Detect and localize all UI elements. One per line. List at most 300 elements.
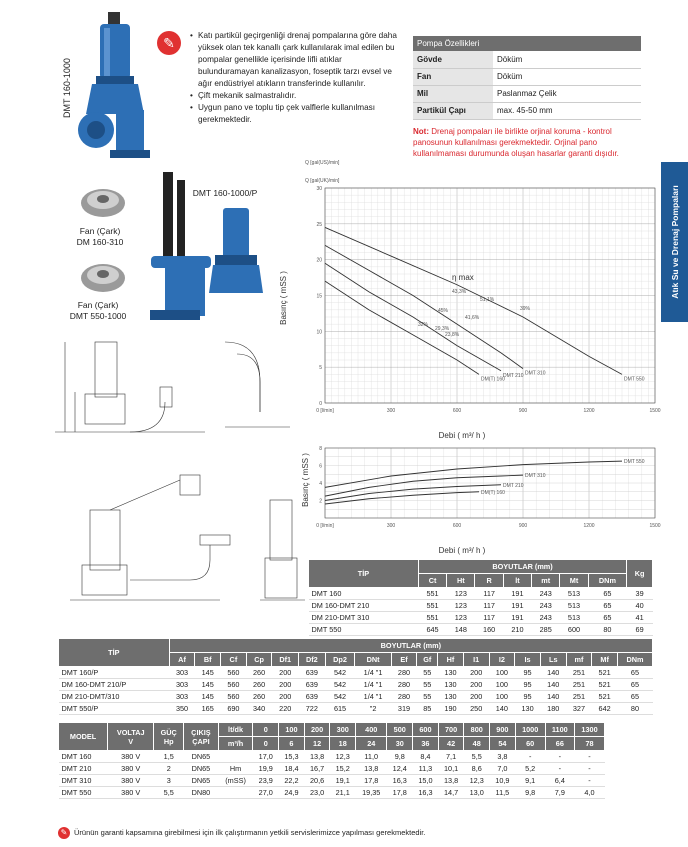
table-cell: - [545, 751, 574, 763]
column-header: DNm [617, 653, 652, 667]
table-cell: 251 [566, 667, 592, 679]
pump-image [78, 10, 158, 170]
x-tick-label: 600 [452, 408, 462, 414]
table-cell: DN80 [184, 787, 218, 799]
table-cell: 140 [540, 679, 566, 691]
column-header: Hf [438, 653, 464, 667]
pump-with-rail-image [145, 170, 280, 330]
table-cell: 3 [154, 775, 184, 787]
table-row [59, 691, 653, 703]
col-kg: Kg [627, 560, 653, 588]
table-cell: 521 [592, 679, 618, 691]
table-cell: DMT 550 [309, 624, 419, 636]
series-label: DMT 210 [503, 482, 524, 489]
table-cell: 10,1 [438, 763, 464, 775]
table-cell: 123 [447, 588, 475, 600]
column-header: Cp [246, 653, 272, 667]
table-row [59, 679, 653, 691]
table-cell: 303 [169, 667, 195, 679]
table-cell: 380 V [108, 763, 154, 775]
table-cell: DMT 160 [59, 751, 108, 763]
table-cell: 130 [515, 703, 541, 715]
table-cell: 285 [532, 624, 560, 636]
x-tick-label: 0 [l/min] [316, 408, 334, 414]
table-cell: 80 [617, 703, 652, 715]
hm-label-cell [218, 787, 253, 799]
x-tick-label: 1500 [649, 523, 661, 529]
table-cell: 65 [617, 691, 652, 703]
column-header: Ef [391, 653, 417, 667]
series-line [325, 227, 622, 374]
table-cell: 130 [438, 691, 464, 703]
series-label: DM(T) 160 [481, 376, 505, 383]
spec-key: Fan [413, 68, 493, 85]
table-cell: 8,6 [464, 763, 490, 775]
y-tick-label: 20 [316, 257, 322, 264]
flow-ltdk: 100 [279, 723, 305, 737]
col-tip: TİP [309, 560, 419, 588]
caption-line: DM 160-310 [76, 237, 124, 247]
flow-m3h: 66 [545, 737, 574, 751]
table-cell: 13,8 [356, 763, 387, 775]
table-cell: 380 V [108, 775, 154, 787]
column-header: Is [515, 653, 541, 667]
y-tick-label: 2 [319, 498, 322, 505]
table-cell: 521 [592, 667, 618, 679]
table-cell: 12,3 [330, 751, 356, 763]
y-tick-label: 30 [316, 186, 322, 192]
flow-ltdk: 800 [464, 723, 490, 737]
table-cell: 5,5 [464, 751, 490, 763]
x-tick-label: 900 [518, 523, 528, 529]
impeller-image-1 [80, 180, 126, 226]
hm-label-cell [218, 751, 253, 763]
column-header: Cf [221, 653, 247, 667]
table-cell: 690 [221, 703, 247, 715]
column-header: mt [532, 574, 560, 588]
table-cell: 340 [246, 703, 272, 715]
table-cell: 9,8 [387, 751, 413, 763]
footer-text: Ürünün garanti kapsamına girebilmesi için ilk çalıştırmanın yetkili servislerimizce yapılması gerekmektedir. [74, 827, 426, 837]
x-tick-label: 300 [386, 408, 396, 414]
flow-ltdk: 600 [413, 723, 439, 737]
flow-m3h: 48 [464, 737, 490, 751]
table-cell: 7,0 [490, 763, 516, 775]
table-cell: 513 [560, 612, 588, 624]
table-cell: 1/4 "1 [355, 679, 391, 691]
table-cell: 303 [169, 691, 195, 703]
spec-key: Gövde [413, 51, 493, 68]
column-header: Df1 [272, 653, 299, 667]
table-cell: 65 [588, 588, 627, 600]
table-cell: 21,1 [330, 787, 356, 799]
fan-caption-1 [65, 226, 135, 248]
dimension-drawing-1 [55, 332, 290, 442]
table-cell: 95 [515, 679, 541, 691]
table-cell: 11,0 [356, 751, 387, 763]
header-line: ÇAPI [192, 736, 210, 746]
table-cell: 55 [417, 667, 438, 679]
column-header: DNm [588, 574, 627, 588]
table-cell: 65 [588, 600, 627, 612]
x-axis-label: Debi ( m³/ h ) [438, 546, 486, 555]
table-cell: 251 [566, 691, 592, 703]
table-cell: 1/4 "1 [355, 667, 391, 679]
table-cell: 145 [195, 667, 221, 679]
flow-ltdk: 900 [490, 723, 516, 737]
flow-m3h: 78 [575, 737, 605, 751]
table-cell: 319 [391, 703, 417, 715]
table-cell: 80 [588, 624, 627, 636]
table-cell: 117 [475, 612, 503, 624]
table-cell: 3,8 [490, 751, 516, 763]
table-row [59, 751, 605, 763]
flow-m3h: 36 [413, 737, 439, 751]
column-header: Mt [560, 574, 588, 588]
y-axis-label: Basınç ( mSS ) [279, 271, 288, 325]
y-tick-label: 25 [316, 221, 322, 228]
table-cell: 95 [515, 667, 541, 679]
top-axis-2-label: Q [gal(UK)/min] [305, 178, 340, 184]
x-tick-label: 1200 [583, 523, 595, 529]
table-cell: 9,8 [515, 787, 545, 799]
table-cell: 560 [221, 691, 247, 703]
table-cell: 350 [169, 703, 195, 715]
fan-caption-2 [58, 300, 138, 322]
table-cell: 191 [503, 588, 531, 600]
table-cell: DMT 550 [59, 787, 108, 799]
flow-m3h: 24 [356, 737, 387, 751]
table-row [309, 588, 653, 600]
column-header: mf [566, 653, 592, 667]
table-cell: 13,8 [304, 751, 330, 763]
feature-item: • Çift mekanik salmastralıdır. [190, 90, 400, 102]
table-cell: 303 [169, 679, 195, 691]
col-ltdk: lt/dk [218, 723, 253, 737]
table-cell: 117 [475, 600, 503, 612]
y-tick-label: 5 [319, 365, 322, 372]
col-guc [154, 723, 184, 751]
table-cell: 551 [418, 588, 446, 600]
table-cell: 8,4 [413, 751, 439, 763]
table-cell: 117 [475, 588, 503, 600]
table-cell: 551 [418, 612, 446, 624]
efficiency-label: 43,3% [452, 289, 467, 295]
table-cell: 513 [560, 588, 588, 600]
table-cell: 100 [489, 679, 515, 691]
table-cell: 55 [417, 679, 438, 691]
table-cell: 260 [246, 691, 272, 703]
table-cell: 13,8 [438, 775, 464, 787]
table-cell: 95 [515, 691, 541, 703]
header-line: VOLTAJ [116, 727, 145, 737]
table-cell: 10,9 [490, 775, 516, 787]
y-tick-label: 8 [319, 446, 322, 452]
x-tick-label: 0 [l/min] [316, 523, 334, 529]
table-cell: 513 [560, 600, 588, 612]
column-header: DNt [355, 653, 391, 667]
table-cell: 542 [325, 667, 355, 679]
series-label: DM(T) 160 [481, 489, 505, 496]
efficiency-label: 32% [418, 322, 429, 328]
table-cell: 642 [592, 703, 618, 715]
table-cell: 15,3 [279, 751, 305, 763]
table-cell: 140 [540, 667, 566, 679]
wrench-icon: ✎ [157, 31, 181, 55]
table-cell: 5,2 [515, 763, 545, 775]
table-cell: 542 [325, 679, 355, 691]
table-cell: DN65 [184, 763, 218, 775]
table-cell: 1/4 "1 [355, 691, 391, 703]
table-cell: 41 [627, 612, 653, 624]
x-tick-label: 300 [386, 523, 396, 529]
header-line: ÇIKIŞ [191, 727, 211, 737]
table-cell: 19,35 [356, 787, 387, 799]
spec-key: Mil [413, 85, 493, 102]
column-header: I1 [463, 653, 489, 667]
table-cell: 380 V [108, 787, 154, 799]
header-line: GÜÇ [160, 727, 177, 737]
caption-line: Fan (Çark) [77, 300, 119, 310]
table-cell: 260 [246, 667, 272, 679]
table-cell: DMT 160 [309, 588, 419, 600]
table-cell: 145 [195, 691, 221, 703]
flow-ltdk: 300 [330, 723, 356, 737]
efficiency-label: 45% [438, 308, 449, 314]
table-cell: 280 [391, 679, 417, 691]
table-cell: 65 [617, 679, 652, 691]
table-cell: - [515, 751, 545, 763]
table-cell: 521 [592, 691, 618, 703]
table-cell: - [545, 763, 574, 775]
table-cell: 160 [475, 624, 503, 636]
column-header: Gf [417, 653, 438, 667]
series-label: DMT 310 [525, 473, 546, 480]
feature-item: • Katı partikül geçirgenliği drenaj pompalarına göre daha yüksek olan tek kanallı çark kullanılarak imal edilen bu pompalar genellikle içerisinde lifli atıklar bulunduramayan kanalizasyon, foseptik tarzı evsel ve ağır endüstriyel atıkların transferinde kullanılır. [190, 30, 400, 90]
table-cell: 639 [299, 679, 326, 691]
table-cell: 13,0 [464, 787, 490, 799]
column-header: Df2 [299, 653, 326, 667]
power-chart [270, 440, 670, 560]
flow-ltdk: 400 [356, 723, 387, 737]
table-cell: 17,8 [387, 787, 413, 799]
table-cell: 600 [560, 624, 588, 636]
x-tick-label: 600 [452, 523, 462, 529]
table-cell: - [575, 751, 605, 763]
table-cell: DM 160-DMT 210 [309, 600, 419, 612]
series-line [325, 281, 479, 374]
table-cell: 15,2 [330, 763, 356, 775]
table-cell: 200 [463, 691, 489, 703]
column-header: Ct [418, 574, 446, 588]
table-cell: 191 [503, 612, 531, 624]
x-tick-label: 1500 [649, 408, 661, 414]
table-cell: 280 [391, 667, 417, 679]
table-cell: DM 160-DMT 210/P [59, 679, 170, 691]
caption-line: Fan (Çark) [79, 226, 121, 236]
table-cell: 16,3 [413, 787, 439, 799]
table-cell: 645 [418, 624, 446, 636]
table-cell: 165 [195, 703, 221, 715]
flow-m3h: 42 [438, 737, 464, 751]
table-row [59, 703, 653, 715]
table-cell: 15,0 [413, 775, 439, 787]
table-cell: 200 [463, 667, 489, 679]
table-cell: 615 [325, 703, 355, 715]
y-tick-label: 0 [319, 401, 322, 407]
table-cell: 551 [418, 600, 446, 612]
flow-ltdk: 700 [438, 723, 464, 737]
table-cell: 24,9 [279, 787, 305, 799]
table-cell: 7,1 [438, 751, 464, 763]
table-cell: 55 [417, 691, 438, 703]
table-cell: 200 [272, 667, 299, 679]
table-cell: 11,3 [413, 763, 439, 775]
top-axis-1-label: Q [gal(US)/min] [305, 160, 340, 166]
table-cell: 11,5 [490, 787, 516, 799]
table-cell: DMT 160/P [59, 667, 170, 679]
header-line: Hp [163, 736, 174, 746]
table-cell: 200 [272, 691, 299, 703]
table-cell: 23,0 [304, 787, 330, 799]
flow-ltdk: 1100 [545, 723, 574, 737]
table-cell: 210 [503, 624, 531, 636]
table-cell: 19,1 [330, 775, 356, 787]
series-label: DMT 550 [624, 459, 645, 466]
spec-header: Pompa Özellikleri [413, 36, 641, 51]
table-cell: 65 [588, 612, 627, 624]
col-voltaj [108, 723, 154, 751]
table-cell: 65 [617, 667, 652, 679]
table-cell: 5,5 [154, 787, 184, 799]
performance-chart [270, 158, 670, 448]
table-cell: 27,0 [253, 787, 279, 799]
table-cell: 191 [503, 600, 531, 612]
table-cell: 251 [566, 679, 592, 691]
spec-table [413, 36, 641, 120]
column-header: Ls [540, 653, 566, 667]
column-header: R [475, 574, 503, 588]
table-cell: 16,3 [387, 775, 413, 787]
performance-table [58, 722, 605, 799]
table-cell: 145 [195, 679, 221, 691]
table-cell: 200 [272, 679, 299, 691]
table-cell: 17,8 [356, 775, 387, 787]
table-cell: 260 [246, 679, 272, 691]
x-tick-label: 900 [518, 408, 528, 414]
column-header: Bf [195, 653, 221, 667]
table-cell: 220 [272, 703, 299, 715]
wrench-icon: ✎ [58, 827, 70, 839]
x-tick-label: 1200 [583, 408, 595, 414]
table-cell: 140 [489, 703, 515, 715]
table-row [59, 667, 653, 679]
table-cell: 327 [566, 703, 592, 715]
dmt160p-caption: DMT 160-1000/P [192, 188, 258, 198]
table-cell: 4,0 [575, 787, 605, 799]
footer-note [58, 827, 425, 839]
table-cell: 16,7 [304, 763, 330, 775]
efficiency-label: 51,1% [480, 297, 495, 303]
y-tick-label: 15 [316, 293, 322, 300]
column-header: Ht [447, 574, 475, 588]
model-vertical-label: DMT 160-1000 [62, 58, 72, 118]
column-header: Dp2 [325, 653, 355, 667]
flow-m3h: 60 [515, 737, 545, 751]
header-line: V [128, 736, 134, 746]
table-cell: 2 [154, 763, 184, 775]
flow-m3h: 30 [387, 737, 413, 751]
table-row [309, 624, 653, 636]
y-axis-label: Basınç ( mSS ) [301, 453, 310, 507]
table-cell: 639 [299, 667, 326, 679]
table-cell: 22,2 [279, 775, 305, 787]
table-cell: 542 [325, 691, 355, 703]
flow-ltdk: 200 [304, 723, 330, 737]
warning-note [413, 126, 648, 159]
table-cell: 20,6 [304, 775, 330, 787]
efficiency-label: 23,8% [445, 332, 460, 338]
table-cell: 140 [540, 691, 566, 703]
col-cikis [184, 723, 218, 751]
flow-m3h: 6 [279, 737, 305, 751]
table-cell: 722 [299, 703, 326, 715]
table-cell: DMT 310 [59, 775, 108, 787]
table-cell: 19,9 [253, 763, 279, 775]
table-cell: DMT 550/P [59, 703, 170, 715]
flow-m3h: 0 [253, 737, 279, 751]
table-cell: DN65 [184, 751, 218, 763]
table-cell: 639 [299, 691, 326, 703]
column-header: Af [169, 653, 195, 667]
column-header: lt [503, 574, 531, 588]
table-cell: 243 [532, 612, 560, 624]
spec-value: max. 45-50 mm [493, 102, 641, 119]
table-cell: 243 [532, 600, 560, 612]
dimensions-table-1 [308, 559, 653, 636]
table-cell: 380 V [108, 751, 154, 763]
flow-m3h: 18 [330, 737, 356, 751]
feature-list [190, 30, 400, 126]
y-tick-label: 10 [316, 329, 322, 336]
table-cell: 100 [489, 667, 515, 679]
table-cell: 12,3 [464, 775, 490, 787]
spec-key: Partikül Çapı [413, 102, 493, 119]
note-label: Not: [413, 127, 429, 136]
series-label: DMT 310 [525, 370, 546, 377]
note-text: Drenaj pompaları ile birlikte orjinal koruma - kontrol panosunun kullanılması gerekmektedir. Orjinal pano kullanılmaması durumunda oluşan hasarlar garanti dışıdır. [413, 127, 619, 158]
table-row [309, 612, 653, 624]
table-row [59, 787, 605, 799]
flow-ltdk: 1000 [515, 723, 545, 737]
efficiency-label: 41,6% [465, 315, 480, 321]
table-cell: 23,9 [253, 775, 279, 787]
table-cell: - [575, 775, 605, 787]
table-row [59, 775, 605, 787]
spec-value: Paslanmaz Çelik [493, 85, 641, 102]
spec-value: Döküm [493, 51, 641, 68]
hm-label-cell: (mSS) [218, 775, 253, 787]
table-cell: DM 210-DMT/310 [59, 691, 170, 703]
table-cell: - [575, 763, 605, 775]
col-m3h: m³/h [218, 737, 253, 751]
table-cell: 9,1 [515, 775, 545, 787]
table-cell: DMT 210 [59, 763, 108, 775]
table-cell: 130 [438, 667, 464, 679]
y-tick-label: 4 [319, 481, 322, 487]
table-cell: 12,4 [387, 763, 413, 775]
col-group: BOYUTLAR (mm) [169, 639, 652, 653]
